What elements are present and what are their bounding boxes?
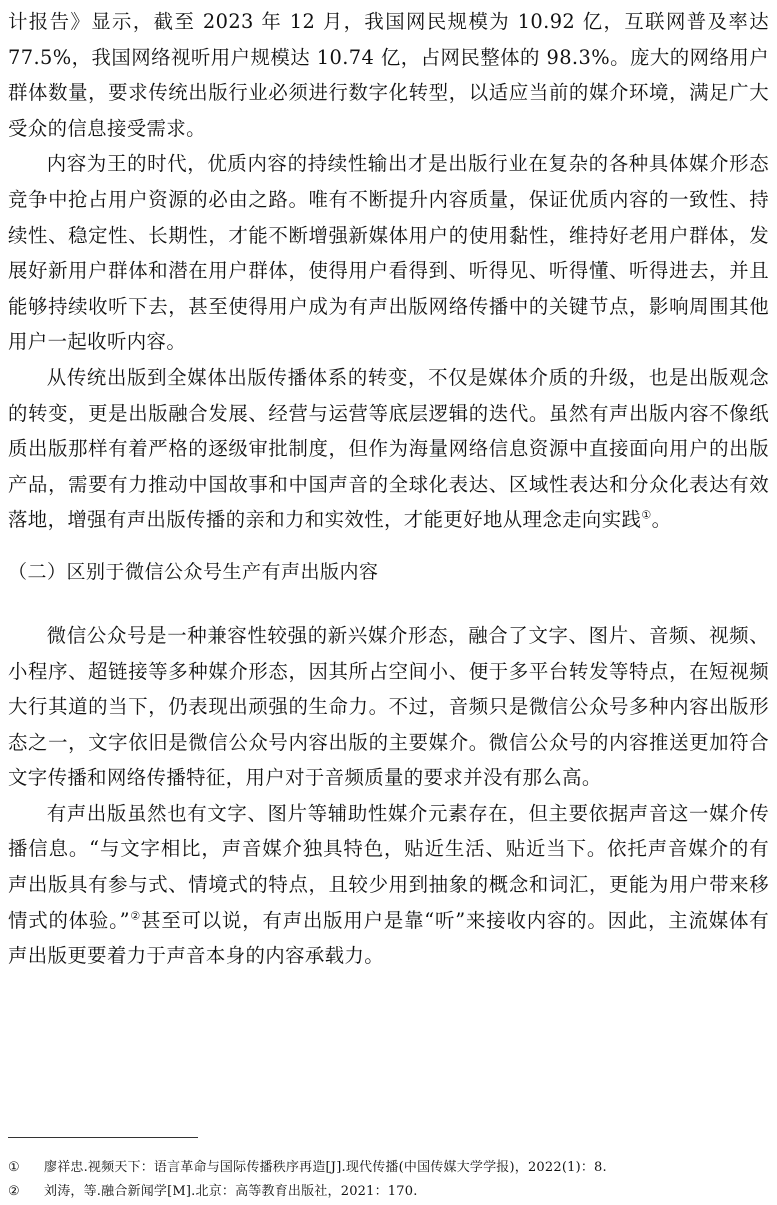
paragraph-audio-publishing bbox=[8, 796, 769, 974]
paragraph-end-punct: 。 bbox=[651, 508, 672, 532]
paragraph-publishing-transformation bbox=[8, 360, 769, 538]
article-body bbox=[8, 4, 769, 974]
footnote-ref-2[interactable]: ② bbox=[129, 909, 142, 923]
paragraph-audio-quote: 有声出版虽然也有文字、图片等辅助性媒介元素存在，但主要依据声音这一媒介传播信息。“与文字相比，声音媒介独具特色，贴近生活、贴近当下。依托声音媒介的有声出版具有参与式、情境式的特点，且较少用到抽象的概念和词汇，更能为用户带来移情式的体验。” bbox=[8, 801, 769, 932]
footnote-text: 廖祥忠.视频天下：语言革命与国际传播秩序再造[J].现代传播(中国传媒大学学报)，2022(1)：8. bbox=[44, 1160, 607, 1175]
section-heading: （二）区别于微信公众号生产有声出版内容 bbox=[8, 560, 379, 583]
paragraph-statistics: 计报告》显示，截至 2023 年 12 月，我国网民规模为 10.92 亿，互联网普及率达 77.5%，我国网络视听用户规模达 10.74 亿，占网民整体的 98.3%。庞大的网络用户群体数量，要求传统出版行业必须进行数字化转型，以适应当前的媒介环境，满足广大受众的信息接受需求。 bbox=[8, 10, 769, 140]
footnote-1 bbox=[8, 1156, 769, 1180]
footnotes bbox=[8, 1156, 769, 1204]
footnote-2 bbox=[8, 1180, 769, 1204]
paragraph-content-is-king: 内容为王的时代，优质内容的持续性输出才是出版行业在复杂的各种具体媒介形态竞争中抢占用户资源的必由之路。唯有不断提升内容质量，保证优质内容的一致性、持续性、稳定性、长期性，才能不断增强新媒体用户的使用黏性，维持好老用户群体，发展好新用户群体和潜在用户群体，使得用户看得到、听得见、听得懂、听得进去，并且能够持续收听下去，甚至使得用户成为有声出版网络传播中的关键节点，影响周围其他用户一起收听内容。 bbox=[8, 152, 769, 354]
paragraph-audio-conclusion: 甚至可以说，有声出版用户是靠“听”来接收内容的。因此，主流媒体有声出版更要着力于声音本身的内容承载力。 bbox=[8, 908, 770, 968]
footnote-mark: ① bbox=[8, 1160, 20, 1175]
footnote-divider bbox=[8, 1137, 198, 1138]
paragraph-publishing-transformation-text: 从传统出版到全媒体出版传播体系的转变，不仅是媒体介质的升级，也是出版观念的转变，更是出版融合发展、经营与运营等底层逻辑的迭代。虽然有声出版内容不像纸质出版那样有着严格的逐级审批制度，但作为海量网络信息资源中直接面向用户的出版产品，需要有力推动中国故事和中国声音的全球化表达、区域性表达和分众化表达有效落地，增强有声出版传播的亲和力和实效性，才能更好地从理念走向实践 bbox=[8, 365, 769, 532]
footnote-ref-1[interactable]: ① bbox=[641, 508, 652, 522]
footnote-mark: ② bbox=[8, 1184, 20, 1199]
footnote-text: 刘涛，等.融合新闻学[M].北京：高等教育出版社，2021：170. bbox=[44, 1184, 418, 1199]
paragraph-wechat-official-account: 微信公众号是一种兼容性较强的新兴媒介形态，融合了文字、图片、音频、视频、小程序、超链接等多种媒介形态，因其所占空间小、便于多平台转发等特点，在短视频大行其道的当下，仍表现出顽强的生命力。不过，音频只是微信公众号多种内容出版形态之一，文字依旧是微信公众号内容出版的主要媒介。微信公众号的内容推送更加符合文字传播和网络传播特征，用户对于音频质量的要求并没有那么高。 bbox=[8, 623, 769, 790]
